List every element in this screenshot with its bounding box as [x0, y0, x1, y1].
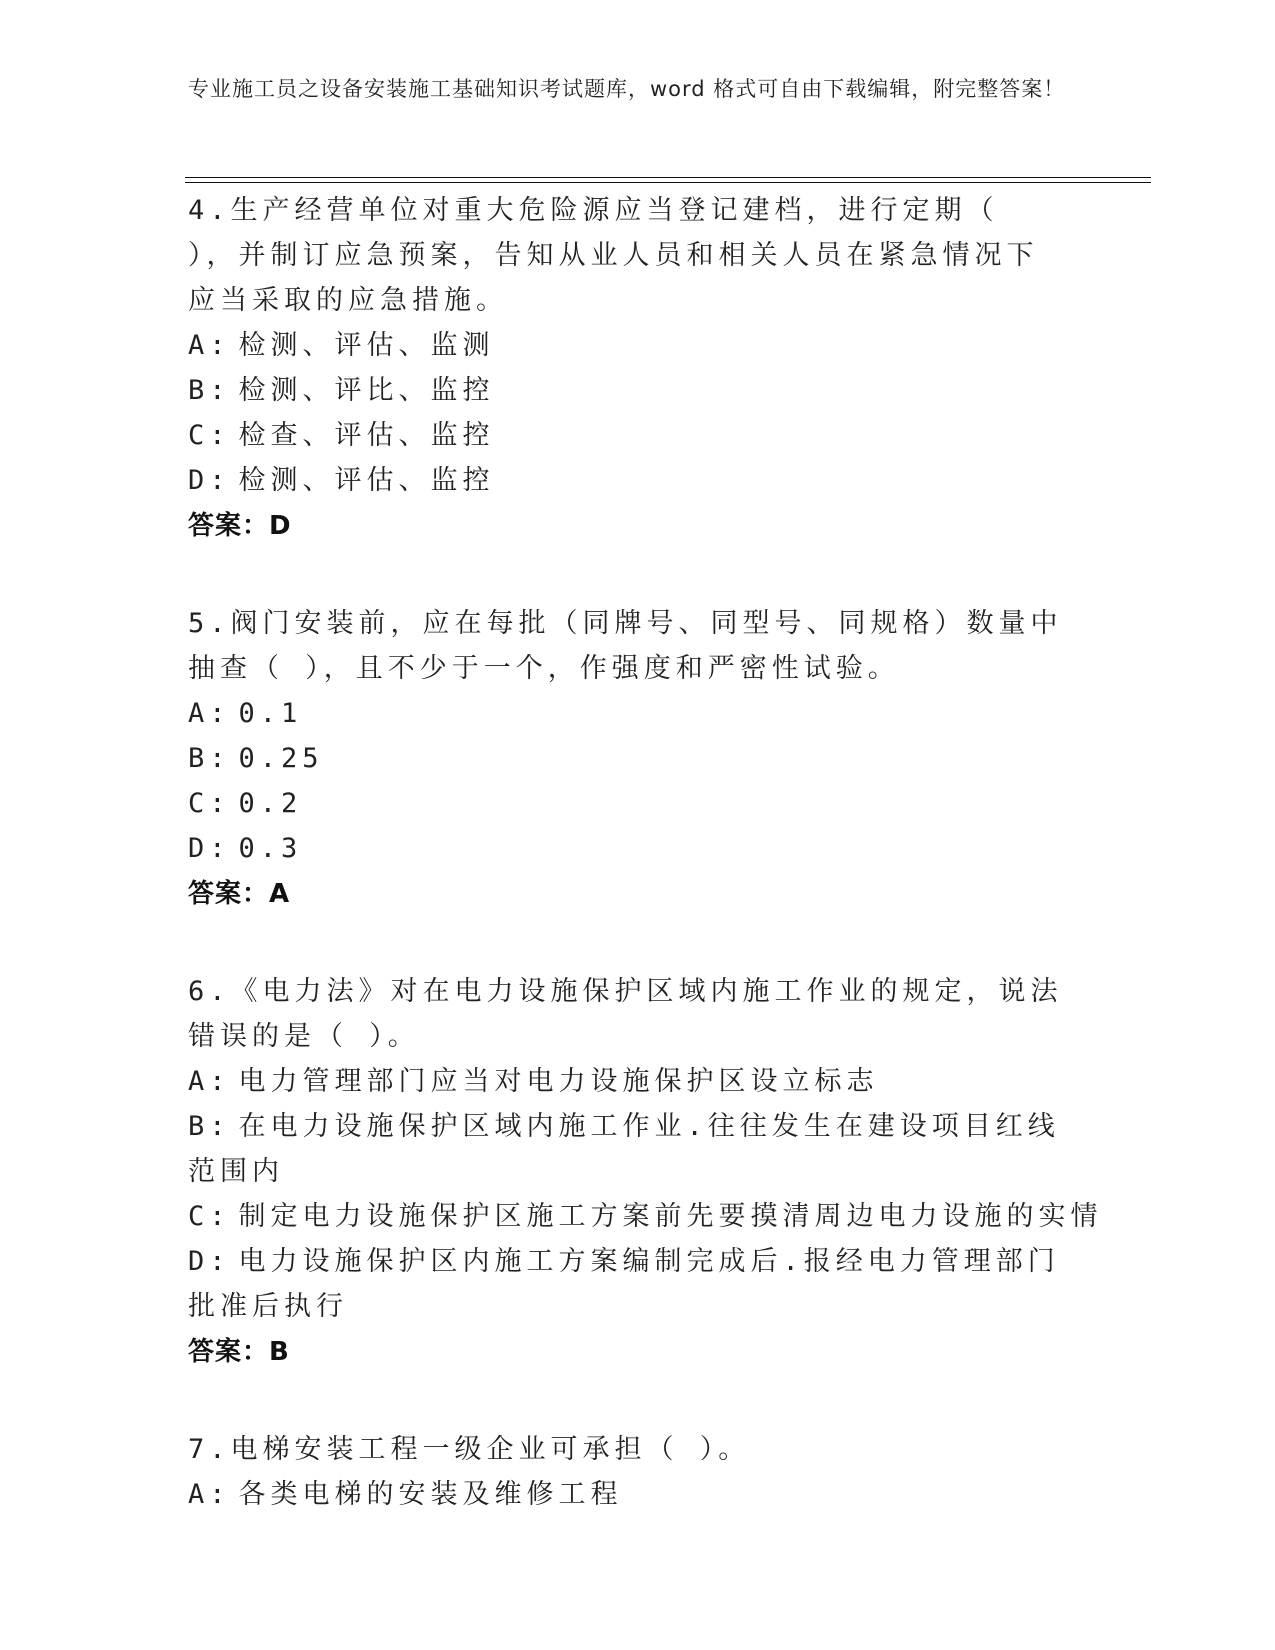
option-text: 在电力设施保护区域内施工作业.往往发生在建设项目红线范围内: [188, 1111, 1060, 1187]
option-text: 检测、评估、监控: [238, 465, 495, 496]
option-a: [188, 1472, 1068, 1517]
option-key: C:: [188, 1201, 231, 1232]
question-5: [188, 601, 1068, 917]
option-text: 电力管理部门应当对电力设施保护区设立标志: [238, 1066, 879, 1097]
question-4: [188, 188, 1068, 549]
option-b: [188, 368, 1068, 413]
answer-line: 答案：A: [188, 879, 291, 909]
option-text: 0.1: [238, 698, 303, 729]
option-text: 检测、评比、监控: [238, 375, 495, 406]
option-key: B:: [188, 743, 231, 774]
option-a: [188, 1059, 1068, 1104]
option-text: 制定电力设施保护区施工方案前先要摸清周边电力设施的实情: [238, 1201, 1103, 1232]
question-stem: 7.电梯安装工程一级企业可承担（ ）。: [188, 1434, 751, 1465]
option-key: D:: [188, 465, 231, 496]
option-c: [188, 413, 1068, 458]
option-text: 0.3: [238, 833, 303, 864]
option-text: 0.2: [238, 788, 303, 819]
question-stem: 4.生产经营单位对重大危险源应当登记建档，进行定期（ ），并制订应急预案，告知从业人员和相关人员在紧急情况下应当采取的应急措施。: [188, 195, 1039, 316]
option-key: B:: [188, 1111, 231, 1142]
question-6: [188, 969, 1103, 1375]
option-key: A:: [188, 698, 231, 729]
option-text: 电力设施保护区内施工方案编制完成后.报经电力管理部门批准后执行: [188, 1246, 1060, 1322]
option-d: [188, 458, 1068, 503]
option-key: C:: [188, 788, 231, 819]
option-key: A:: [188, 1066, 231, 1097]
option-key: D:: [188, 1246, 231, 1277]
document-header: 专业施工员之设备安装施工基础知识考试题库，word 格式可自由下载编辑，附完整答案！: [188, 77, 1066, 101]
question-7: [188, 1427, 1068, 1517]
option-text: 检测、评估、监测: [238, 330, 495, 361]
option-text: 0.25: [238, 743, 324, 774]
option-key: C:: [188, 420, 231, 451]
option-key: A:: [188, 330, 231, 361]
header-divider-bottom: [185, 182, 1151, 183]
question-stem: 5.阀门安装前，应在每批（同牌号、同型号、同规格）数量中抽查（ ），且不少于一个，作强度和严密性试验。: [188, 608, 1063, 684]
answer-line: 答案：D: [188, 511, 292, 541]
option-d: [188, 1239, 1068, 1329]
option-key: A:: [188, 1479, 231, 1510]
option-c: [188, 1194, 1103, 1239]
option-a: [188, 323, 1068, 368]
answer-line: 答案：B: [188, 1337, 290, 1367]
option-b: [188, 736, 1068, 781]
option-key: B:: [188, 375, 231, 406]
header-divider-top: [185, 177, 1151, 178]
option-b: [188, 1104, 1068, 1194]
question-stem: 6.《电力法》对在电力设施保护区域内施工作业的规定，说法错误的是（ ）。: [188, 976, 1063, 1052]
option-text: 检查、评估、监控: [238, 420, 495, 451]
option-c: [188, 781, 1068, 826]
option-text: 各类电梯的安装及维修工程: [238, 1479, 623, 1510]
option-a: [188, 691, 1068, 736]
option-d: [188, 826, 1068, 871]
option-key: D:: [188, 833, 231, 864]
question-list: [188, 188, 1103, 1569]
